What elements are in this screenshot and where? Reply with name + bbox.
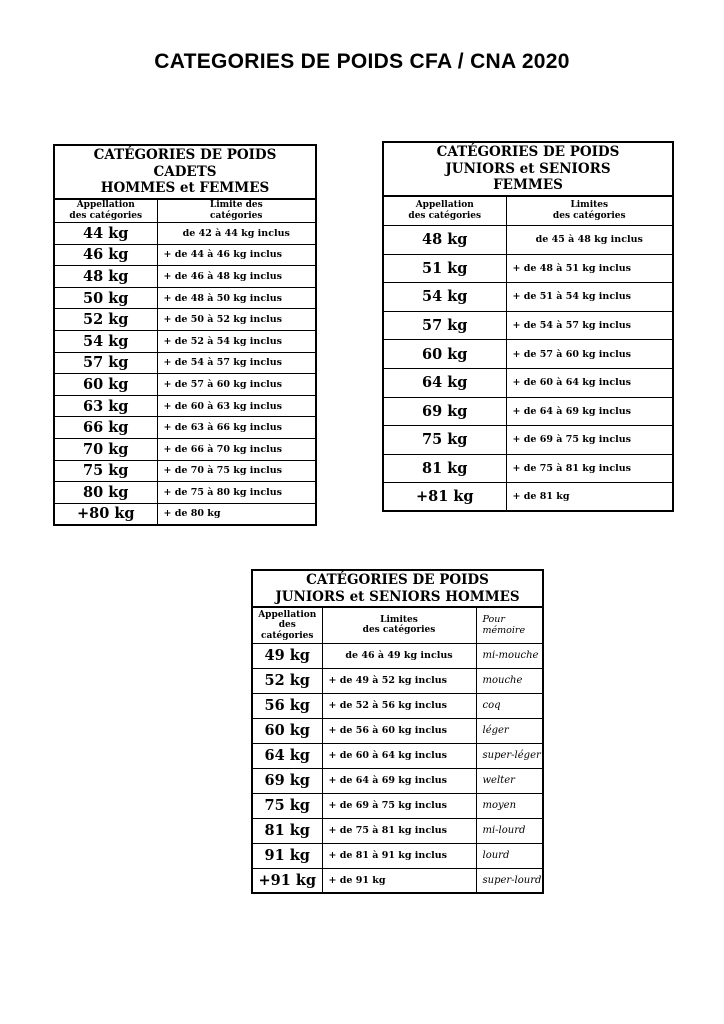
limit-cell: + de 81 kg [506,483,673,512]
table-row [383,226,673,255]
limit-cell: + de 48 à 50 kg inclus [157,287,316,309]
table-row [252,693,543,718]
table-title-line: CATÉGORIES DE POIDS [306,572,489,588]
table-row [252,793,543,818]
table-row [383,311,673,340]
limit-cell: + de 60 à 64 kg inclus [506,368,673,397]
column-header-limit [322,607,476,643]
limit-cell: + de 54 à 57 kg inclus [506,311,673,340]
category-cell: +91 kg [252,868,322,893]
memo-cell: super-lourd [476,868,543,893]
limit-cell: + de 51 à 54 kg inclus [506,283,673,312]
table-row [54,395,316,417]
category-cell: +81 kg [383,483,506,512]
header-line: catégories [210,210,263,221]
table-row [252,868,543,893]
limit-cell: + de 81 à 91 kg inclus [322,843,476,868]
table-row [252,643,543,668]
header-line: des catégories [362,625,436,636]
header-line: Limite des [209,200,263,211]
table-row [54,223,316,245]
table-title-line: CADETS [153,163,217,180]
limit-cell: + de 75 à 81 kg inclus [506,454,673,483]
table-row [383,397,673,426]
table-row [54,309,316,331]
category-cell: 54 kg [54,330,157,352]
table-title [54,145,316,199]
column-header-category [383,196,506,226]
table-hommes [251,569,544,894]
column-header-category [54,199,157,223]
category-cell: 69 kg [383,397,506,426]
category-cell: 69 kg [252,768,322,793]
limit-cell: + de 80 kg [157,503,316,525]
category-cell: 51 kg [383,254,506,283]
category-cell: 60 kg [383,340,506,369]
table-row [383,368,673,397]
limit-cell: + de 66 à 70 kg inclus [157,438,316,460]
header-line: Limites [380,614,418,625]
table-row [54,503,316,525]
table-row [383,483,673,512]
table-row [383,340,673,369]
table-row [252,743,543,768]
table-row [54,330,316,352]
table-title-line: JUNIORS et SENIORS HOMMES [275,588,520,605]
limit-cell: + de 54 à 57 kg inclus [157,352,316,374]
header-line: Appellation [415,200,474,211]
table-row [54,352,316,374]
memo-cell: super-léger [476,743,543,768]
category-cell: 64 kg [252,743,322,768]
limit-cell: + de 52 à 54 kg inclus [157,330,316,352]
header-line: Appellation [258,609,317,620]
limit-cell: + de 57 à 60 kg inclus [506,340,673,369]
table-title-line: CATÉGORIES DE POIDS [93,147,277,163]
table-row [252,718,543,743]
limit-cell: + de 64 à 69 kg inclus [506,397,673,426]
header-line: Pour [482,614,505,626]
table-row [54,438,316,460]
limit-cell: + de 52 à 56 kg inclus [322,693,476,718]
category-cell: 44 kg [54,223,157,245]
table-row [252,818,543,843]
table-cadets [53,144,317,526]
memo-cell: welter [476,768,543,793]
table-title-line: FEMMES [493,177,563,193]
limit-cell: + de 63 à 66 kg inclus [157,417,316,439]
limit-cell: + de 49 à 52 kg inclus [322,668,476,693]
category-cell: 81 kg [252,818,322,843]
table-row [383,426,673,455]
table-title [383,142,673,196]
category-cell: 56 kg [252,693,322,718]
category-cell: 60 kg [54,374,157,396]
table-row [54,417,316,439]
category-cell: +80 kg [54,503,157,525]
memo-cell: coq [476,693,543,718]
category-cell: 63 kg [54,395,157,417]
category-cell: 70 kg [54,438,157,460]
header-line: des [278,620,296,630]
category-cell: 64 kg [383,368,506,397]
category-cell: 75 kg [383,426,506,455]
limit-cell: + de 60 à 63 kg inclus [157,395,316,417]
category-cell: 52 kg [252,668,322,693]
limit-cell: + de 69 à 75 kg inclus [506,426,673,455]
header-line: catégories [261,630,314,641]
table-row [54,244,316,266]
table-title-line: HOMMES et FEMMES [100,180,270,196]
table-row [252,768,543,793]
limit-cell: + de 50 à 52 kg inclus [157,309,316,331]
limit-cell: + de 60 à 64 kg inclus [322,743,476,768]
header-line: mémoire [482,625,526,637]
category-cell: 75 kg [54,460,157,482]
category-cell: 80 kg [54,482,157,504]
table-row [54,266,316,288]
category-cell: 46 kg [54,244,157,266]
memo-cell: mi-mouche [476,643,543,668]
category-cell: 81 kg [383,454,506,483]
table-row [54,287,316,309]
limit-cell: + de 57 à 60 kg inclus [157,374,316,396]
category-cell: 57 kg [54,352,157,374]
limit-cell: + de 69 à 75 kg inclus [322,793,476,818]
category-cell: 57 kg [383,311,506,340]
category-cell: 54 kg [383,283,506,312]
table-row [54,482,316,504]
limit-cell: de 45 à 48 kg inclus [506,226,673,255]
category-cell: 66 kg [54,417,157,439]
table-row [383,454,673,483]
category-cell: 48 kg [54,266,157,288]
limit-cell: + de 48 à 51 kg inclus [506,254,673,283]
table-row [383,283,673,312]
memo-cell: léger [476,718,543,743]
category-cell: 91 kg [252,843,322,868]
limit-cell: de 42 à 44 kg inclus [157,223,316,245]
table-row [383,254,673,283]
limit-cell: + de 75 à 80 kg inclus [157,482,316,504]
category-cell: 50 kg [54,287,157,309]
category-cell: 60 kg [252,718,322,743]
table-row [54,374,316,396]
header-line: Appellation [76,200,135,211]
header-line: des catégories [69,210,143,221]
category-cell: 52 kg [54,309,157,331]
limit-cell: + de 64 à 69 kg inclus [322,768,476,793]
column-header-limit [506,196,673,226]
limit-cell: + de 75 à 81 kg inclus [322,818,476,843]
header-line: des catégories [408,210,482,221]
limit-cell: de 46 à 49 kg inclus [322,643,476,668]
memo-cell: moyen [476,793,543,818]
table-row [252,668,543,693]
table-title-line: JUNIORS et SENIORS [445,160,611,177]
category-cell: 48 kg [383,226,506,255]
category-cell: 75 kg [252,793,322,818]
limit-cell: + de 91 kg [322,868,476,893]
category-cell: 49 kg [252,643,322,668]
limit-cell: + de 46 à 48 kg inclus [157,266,316,288]
header-line: Limites [570,200,609,211]
memo-cell: lourd [476,843,543,868]
limit-cell: + de 70 à 75 kg inclus [157,460,316,482]
column-header-category [252,607,322,643]
table-title-line: CATÉGORIES DE POIDS [436,144,620,160]
column-header-memo [476,607,543,643]
memo-cell: mouche [476,668,543,693]
header-line: des catégories [552,210,626,221]
limit-cell: + de 44 à 46 kg inclus [157,244,316,266]
memo-cell: mi-lourd [476,818,543,843]
limit-cell: + de 56 à 60 kg inclus [322,718,476,743]
document-title: CATEGORIES DE POIDS CFA / CNA 2020 [154,50,570,73]
table-femmes [382,141,674,512]
table-row [252,843,543,868]
table-title [252,570,543,607]
table-row [54,460,316,482]
column-header-limit [157,199,316,223]
